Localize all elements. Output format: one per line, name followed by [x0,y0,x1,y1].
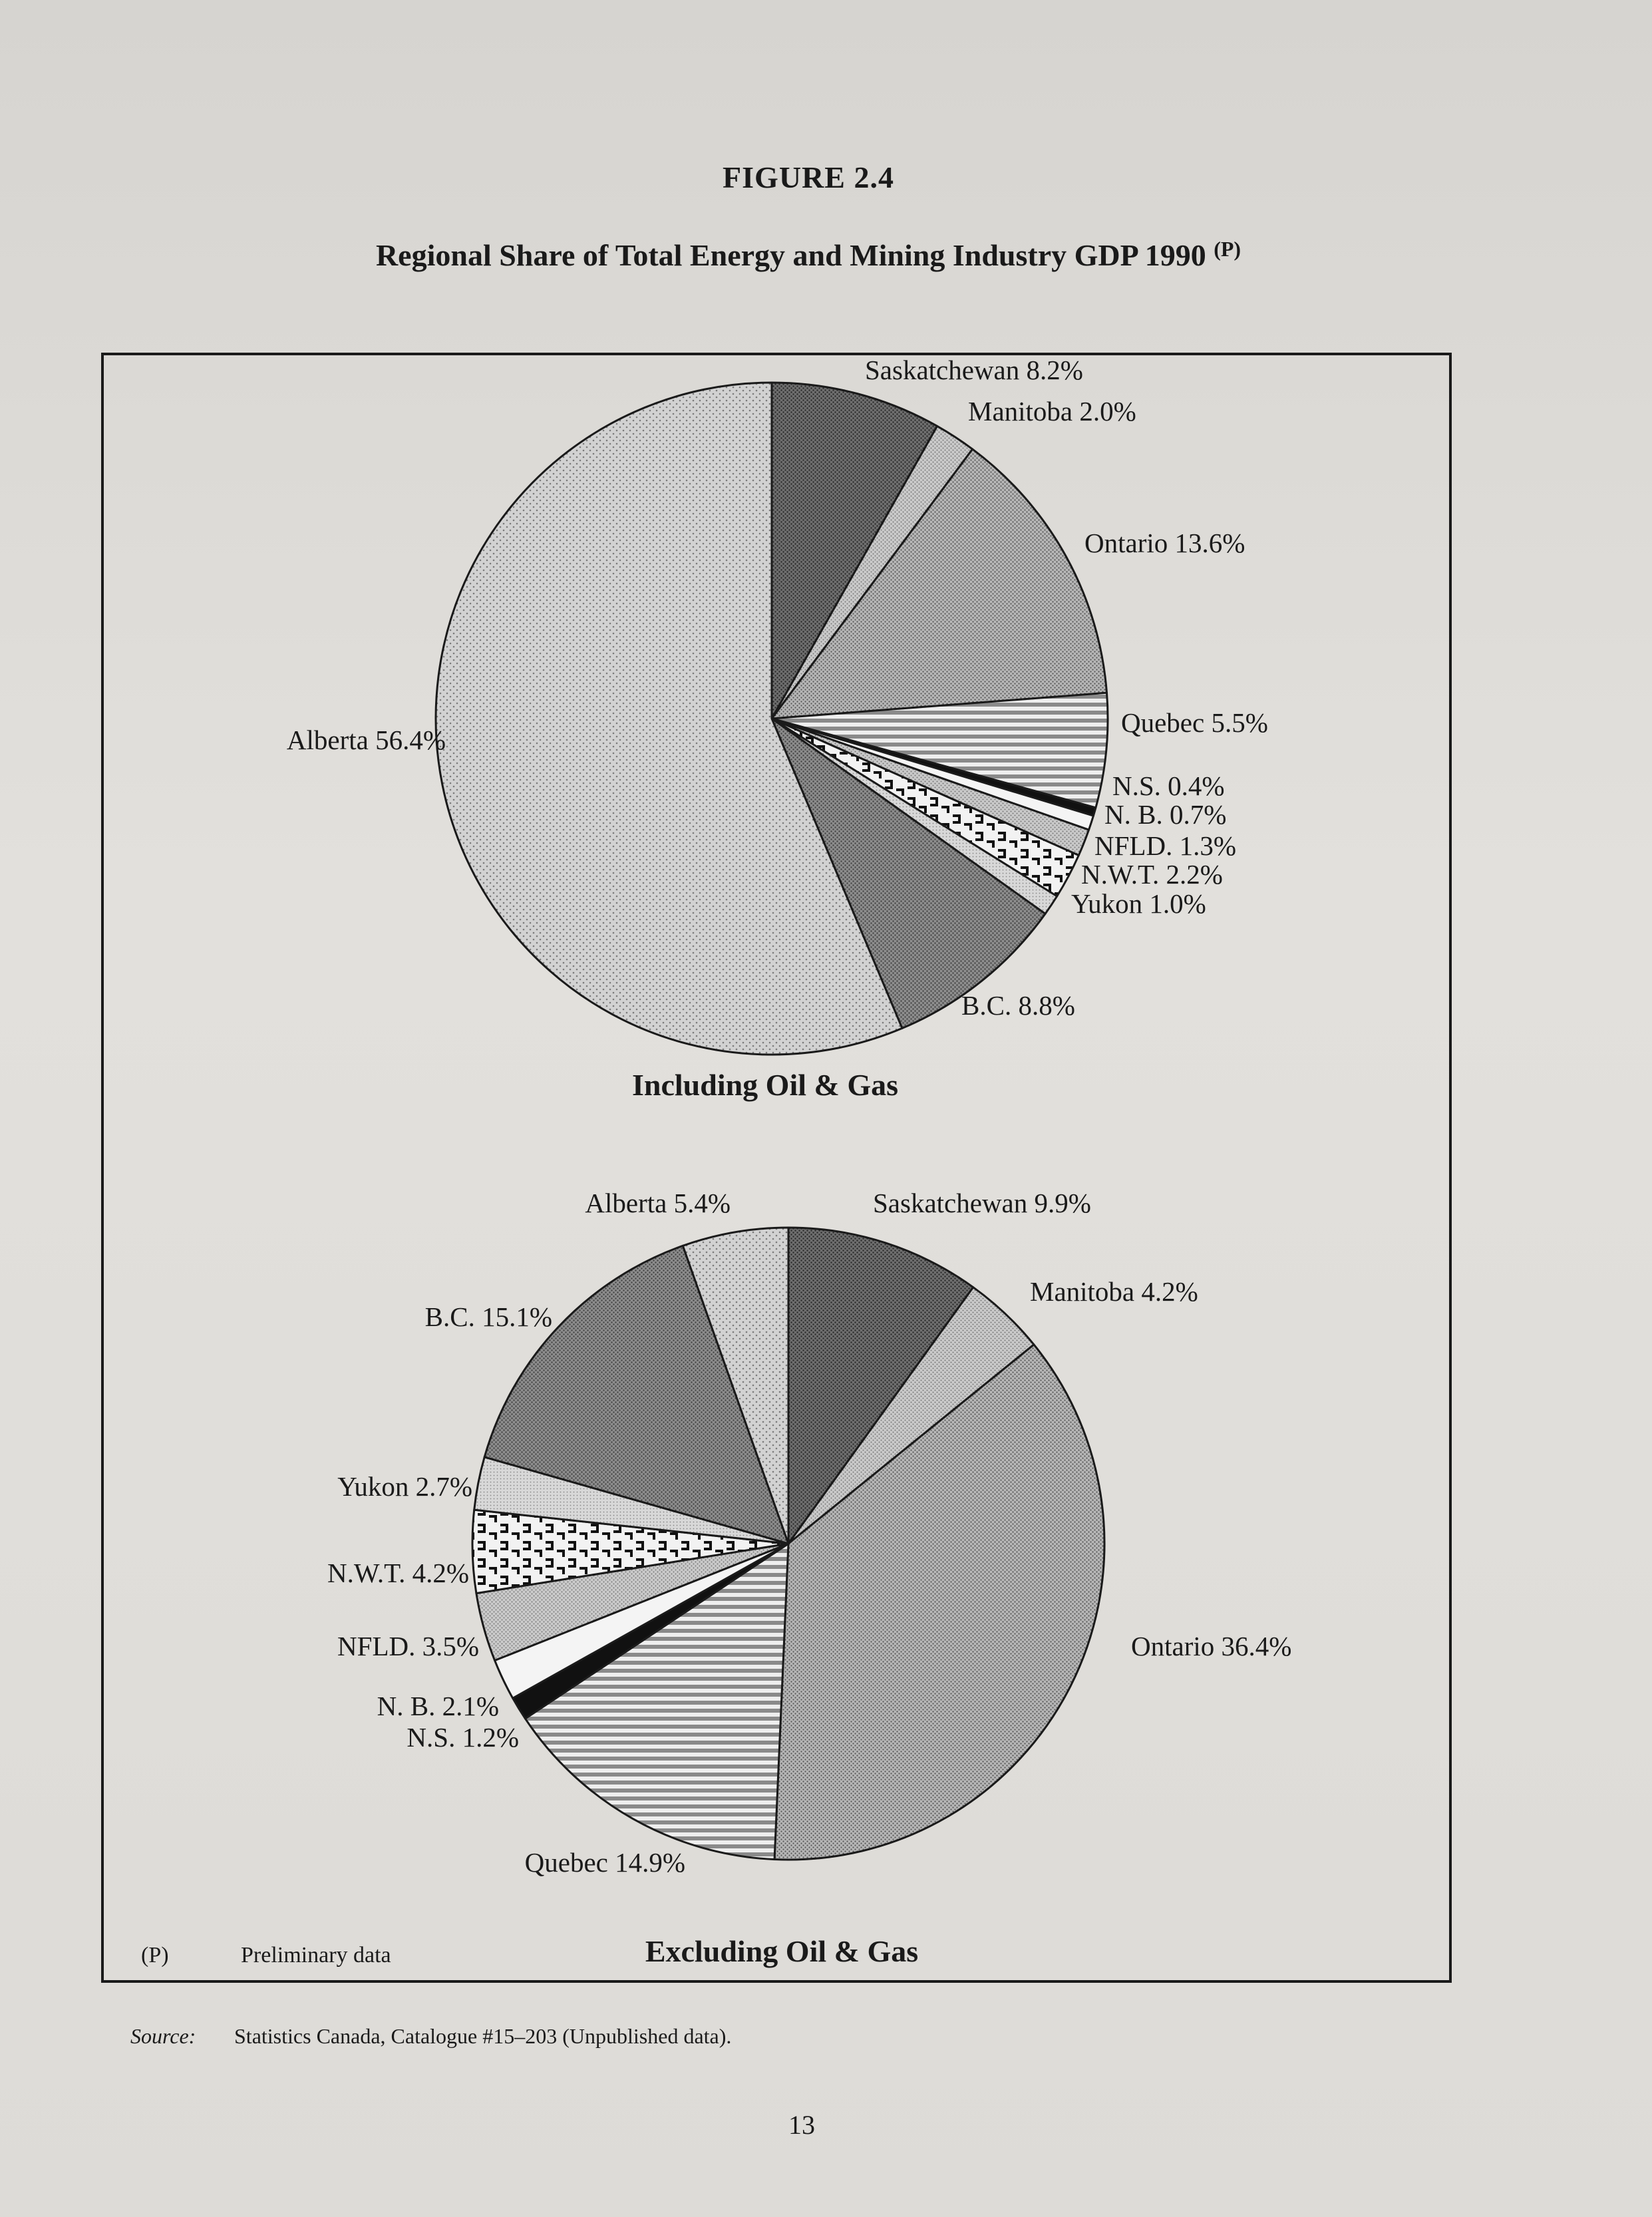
pie-chart-including [287,355,1268,1102]
slice-label-quebec: Quebec 14.9% [524,1847,685,1878]
footnote-text: Preliminary data [241,1943,391,1967]
slice-label-manitoba: Manitoba 4.2% [1030,1276,1198,1307]
source-label: Source: [130,2024,196,2048]
page-number: 13 [788,2110,815,2140]
slice-label-alberta: Alberta 5.4% [585,1188,731,1218]
slice-label-saskatchewan: Saskatchewan 8.2% [865,355,1083,385]
slice-label-n-b: N. B. 2.1% [377,1691,499,1721]
pie-title: Including Oil & Gas [631,1068,899,1102]
slice-label-manitoba: Manitoba 2.0% [968,396,1136,426]
slice-label-n-b: N. B. 0.7% [1104,799,1227,830]
slice-label-yukon: Yukon 1.0% [1071,888,1206,919]
slice-label-quebec: Quebec 5.5% [1121,707,1268,738]
slice-label-b-c: B.C. 8.8% [961,990,1075,1021]
slice-label-yukon: Yukon 2.7% [337,1471,472,1502]
figure-label: FIGURE 2.4 [723,160,894,194]
slice-label-n-w-t: N.W.T. 2.2% [1081,859,1223,890]
footnote-mark: (P) [141,1943,169,1967]
slice-label-saskatchewan: Saskatchewan 9.9% [873,1188,1091,1218]
pie-chart-excluding [327,1188,1291,1968]
figure-subtitle-superscript: (P) [1214,237,1241,261]
slice-label-ontario: Ontario 13.6% [1084,528,1245,558]
slice-label-b-c: B.C. 15.1% [424,1301,552,1332]
pie-title: Excluding Oil & Gas [645,1934,919,1968]
slice-label-ontario: Ontario 36.4% [1131,1631,1292,1661]
slice-label-nfld: NFLD. 3.5% [337,1631,479,1661]
slice-label-nfld: NFLD. 1.3% [1094,830,1236,861]
slice-label-alberta: Alberta 56.4% [286,725,446,755]
slice-label-n-s: N.S. 0.4% [1112,770,1225,801]
slice-label-n-w-t: N.W.T. 4.2% [327,1558,469,1588]
slice-label-n-s: N.S. 1.2% [407,1722,519,1753]
figure-subtitle-text: Regional Share of Total Energy and Mining Industry GDP 1990 [375,238,1206,272]
source-text: Statistics Canada, Catalogue #15–203 (Unpublished data). [234,2024,732,2048]
